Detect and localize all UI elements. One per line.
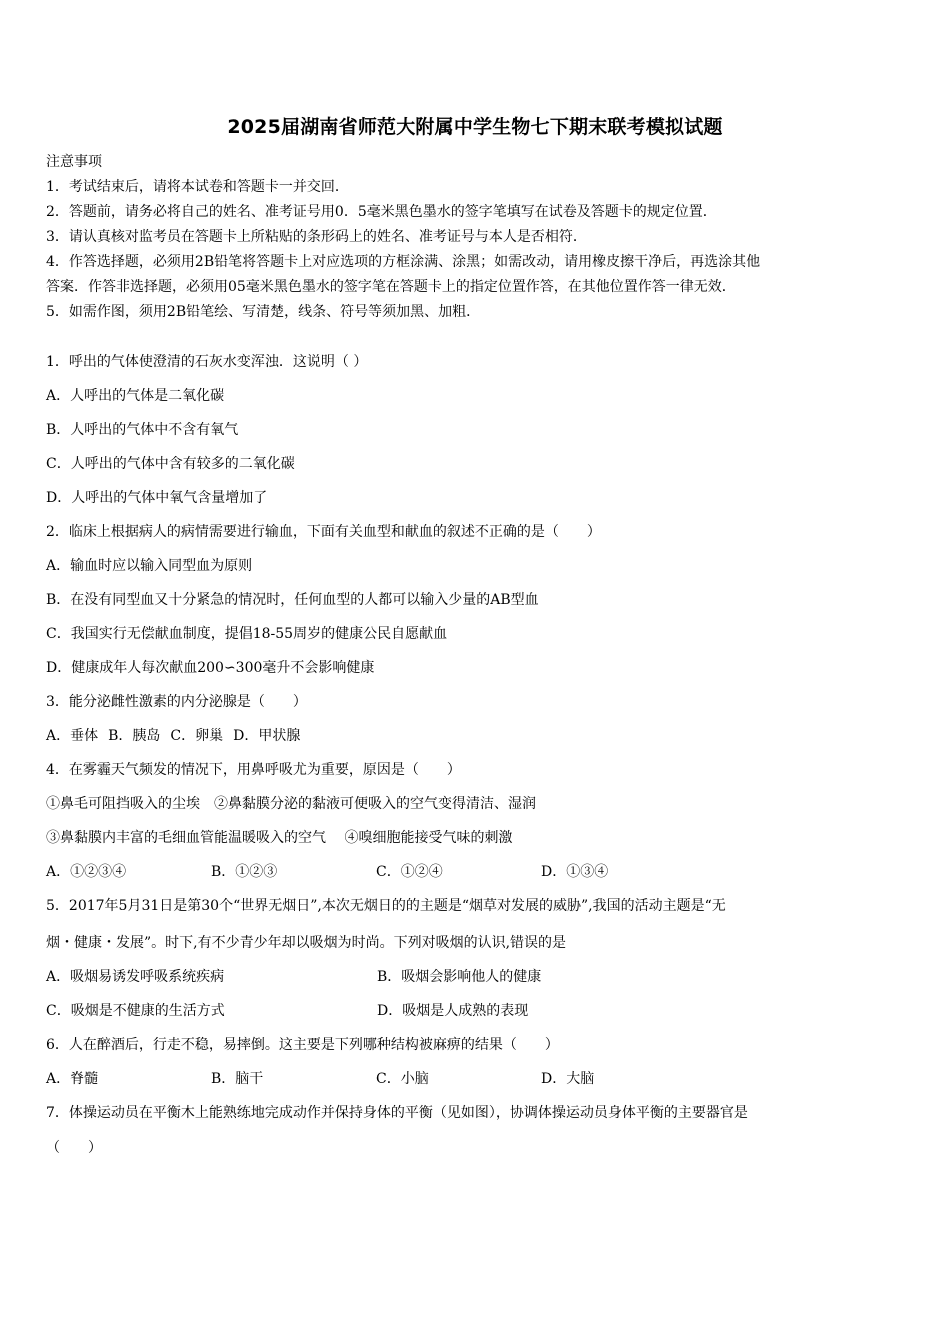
question-5-option-a: A．吸烟易诱发呼吸系统疾病: [46, 969, 225, 985]
question-6-option-b: B．脑干: [211, 1071, 264, 1087]
question-3-stem: 3．能分泌雌性激素的内分泌腺是（ ）: [46, 694, 307, 710]
question-1-option-a: A．人呼出的气体是二氧化碳: [46, 388, 225, 404]
question-1-option-d: D．人呼出的气体中氧气含量增加了: [46, 490, 268, 506]
question-5-option-b: B．吸烟会影响他人的健康: [377, 969, 542, 985]
question-2-option-b: B．在没有同型血又十分紧急的情况时，任何血型的人都可以输入少量的AB型血: [46, 592, 539, 608]
question-6-option-a: A．脊髓: [46, 1071, 99, 1087]
question-1-option-c: C．人呼出的气体中含有较多的二氧化碳: [46, 456, 295, 472]
question-4-stem: 4．在雾霾天气频发的情况下，用鼻呼吸尤为重要，原因是（ ）: [46, 762, 461, 778]
question-6-option-d: D．大脑: [541, 1071, 595, 1087]
question-4-statements-1: ①鼻毛可阻挡吸入的尘埃 ②鼻黏膜分泌的黏液可便吸入的空气变得清洁、湿润: [46, 796, 536, 812]
question-5-option-c: C．吸烟是不健康的生活方式: [46, 1003, 225, 1019]
notice-item-3: 3．请认真核对监考员在答题卡上所粘贴的条形码上的姓名、准考证号与本人是否相符．: [46, 229, 587, 245]
question-7-stem-cont: （ ）: [46, 1140, 102, 1156]
question-1-stem: 1．呼出的气体使澄清的石灰水变浑浊．这说明（ ）: [46, 354, 368, 370]
question-4-option-a: A．①②③④: [46, 864, 127, 880]
question-1-option-b: B．人呼出的气体中不含有氧气: [46, 422, 239, 438]
notice-item-1: 1．考试结束后，请将本试卷和答题卡一并交回．: [46, 179, 349, 195]
question-5-stem: 5．2017年5月31日是第30个“世界无烟日”,本次无烟日的的主题是“烟草对发展的威胁”,我国的活动主题是“无: [46, 898, 726, 914]
question-2-stem: 2．临床上根据病人的病情需要进行输血，下面有关血型和献血的叙述不正确的是（ ）: [46, 524, 601, 540]
question-5-options-row-2: [46, 1001, 904, 1021]
question-3-options: [46, 726, 904, 746]
question-2-option-a: A．输血时应以输入同型血为原则: [46, 558, 253, 574]
notice-item-2: 2．答题前，请务必将自己的姓名、准考证号用0．5毫米黑色墨水的签字笔填写在试卷及答题卡的规定位置．: [46, 204, 717, 220]
question-4-option-b: B．①②③: [211, 864, 278, 880]
question-4-options: [46, 862, 904, 882]
question-3-option-a: A．垂体: [46, 728, 99, 744]
question-7-stem: 7．体操运动员在平衡木上能熟练地完成动作并保持身体的平衡（见如图），协调体操运动员身体平衡的主要器官是: [46, 1105, 748, 1121]
question-4-statements-2: ③鼻黏膜内丰富的毛细血管能温暖吸入的空气 ④嗅细胞能接受气味的刺激: [46, 830, 513, 846]
notice-item-4-cont: 答案．作答非选择题，必须用05毫米黑色墨水的签字笔在答题卡上的指定位置作答，在其他位置作答一律无效．: [46, 279, 736, 295]
question-5-options-row-1: [46, 967, 904, 987]
question-2-option-c: C．我国实行无偿献血制度，提倡18-55周岁的健康公民自愿献血: [46, 626, 448, 642]
question-6-options: [46, 1069, 904, 1089]
notice-item-4: 4．作答选择题，必须用2B铅笔将答题卡上对应选项的方框涂满、涂黑；如需改动，请用橡皮擦干净后，再选涂其他: [46, 254, 761, 270]
notice-item-5: 5．如需作图，须用2B铅笔绘、写清楚，线条、符号等须加黑、加粗．: [46, 304, 481, 320]
question-6-stem: 6．人在醉酒后，行走不稳，易摔倒。这主要是下列哪种结构被麻痹的结果（ ）: [46, 1037, 559, 1053]
question-5-option-d: D．吸烟是人成熟的表现: [377, 1003, 529, 1019]
question-3-option-b: B．胰岛: [108, 728, 161, 744]
question-2-option-d: D．健康成年人每次献血200∽300毫升不会影响健康: [46, 660, 375, 676]
exam-title: 2025届湖南省师范大附属中学生物七下期末联考模拟试题: [227, 116, 723, 138]
question-3-option-d: D．甲状腺: [233, 728, 301, 744]
question-4-option-c: C．①②④: [376, 864, 443, 880]
question-3-option-c: C．卵巢: [170, 728, 224, 744]
question-5-stem-cont: 烟・健康・发展”。时下,有不少青少年却以吸烟为时尚。下列对吸烟的认识,错误的是: [46, 935, 567, 951]
question-4-option-d: D．①③④: [541, 864, 609, 880]
notice-heading: 注意事项: [46, 154, 102, 170]
question-6-option-c: C．小脑: [376, 1071, 429, 1087]
